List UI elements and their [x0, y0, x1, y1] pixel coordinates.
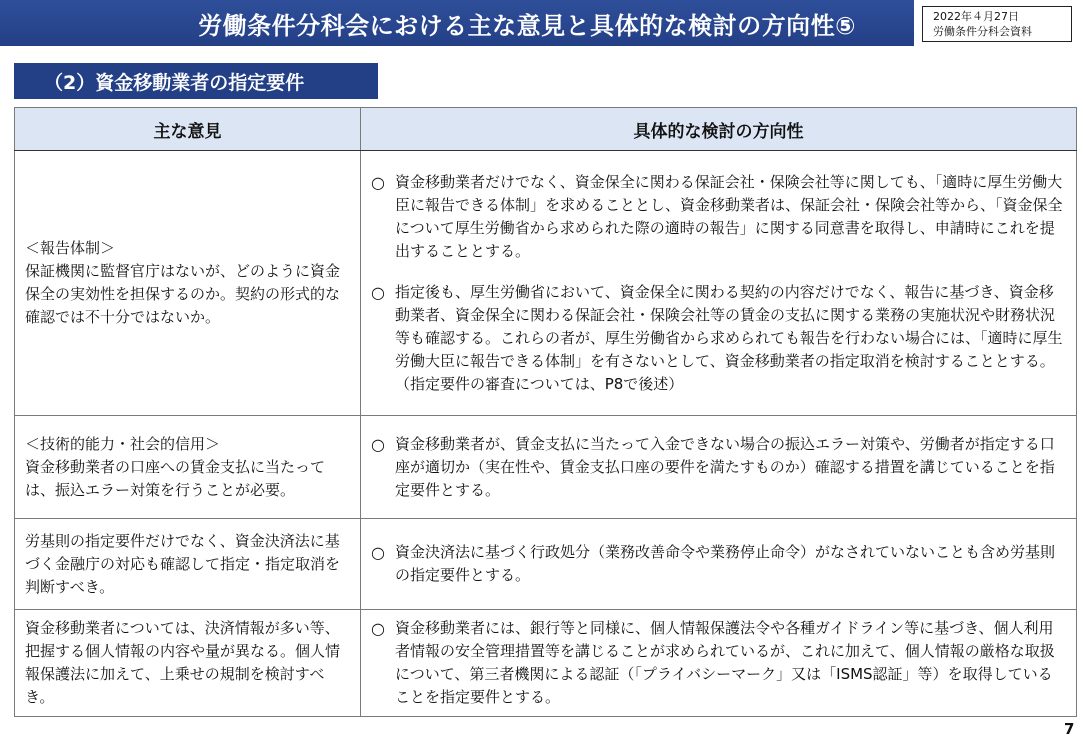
circle-bullet-icon: ○ — [371, 282, 385, 302]
circle-bullet-icon: ○ — [371, 172, 385, 192]
circle-bullet-icon: ○ — [371, 434, 385, 454]
section-title: （2）資金移動業者の指定要件 — [14, 63, 378, 99]
opinion-cell — [15, 151, 361, 416]
table-row — [15, 416, 1077, 519]
direction-cell — [361, 416, 1077, 519]
opinion-text: 資金移動業者の口座への賃金支払に当たっては、振込エラー対策を行うことが必要。 — [25, 457, 326, 499]
column-header-opinion: 主な意見 — [15, 108, 361, 151]
direction-item — [371, 617, 1066, 709]
direction-cell — [361, 610, 1077, 717]
opinion-text: 保証機関に監督官庁はないが、どのように資金保全の実効性を担保するのか。契約の形式的な確認では不十分ではないか。 — [25, 262, 341, 326]
direction-item — [371, 541, 1066, 587]
direction-item — [371, 433, 1066, 502]
table-row — [15, 610, 1077, 717]
opinion-text: 労基則の指定要件だけでなく、資金決済法に基づく金融庁の対応も確認して指定・指定取消を判断すべき。 — [25, 531, 341, 596]
direction-cell — [361, 151, 1077, 416]
opinion-heading: ＜報告体制＞ — [25, 239, 116, 257]
opinion-text: 資金移動業者については、決済情報が多い等、把握する個人情報の内容や量が異なる。個人情報保護法に加えて、上乗せの規制を検討すべき。 — [25, 619, 341, 706]
direction-item — [371, 281, 1066, 396]
table-header-row — [15, 108, 1077, 151]
circle-bullet-icon: ○ — [371, 543, 385, 562]
document-meta-box — [922, 6, 1072, 42]
opinion-cell — [15, 610, 361, 717]
direction-text: 資金決済法に基づく行政処分（業務改善命令や業務停止命令）がなされていないことも含め労基則の指定要件とする。 — [395, 543, 1056, 584]
direction-text: 指定後も、厚生労働省において、資金保全に関わる契約の内容だけでなく、報告に基づき、資金移動業者、資金保全に関わる保証会社・保険会社等の賃金の支払に関する業務の実施状況や財務状況等も確認する。これらの者が、厚生労働省から求められても報告を行わない場合には、「適時に厚生労働大臣に報告できる体制」を有さないとして、資金移動業者の指定取消を検討することとする。（指定要件の審査については、P8で後述） — [395, 282, 1063, 393]
table-row — [15, 519, 1077, 610]
document-source: 労働条件分科会資料 — [933, 25, 1032, 38]
direction-text: 資金移動業者には、銀行等と同様に、個人情報保護法令や各種ガイドライン等に基づき、個人利用者情報の安全管理措置等を講じることが求められているが、これに加えて、個人情報の厳格な取扱について、第三者機関による認証（「プライバシーマーク」又は「ISMS認証」等）を取得していることを指定要件とする。 — [395, 619, 1055, 706]
table-row — [15, 151, 1077, 416]
direction-cell — [361, 519, 1077, 610]
opinions-table — [14, 107, 1077, 717]
direction-text: 資金移動業者だけでなく、資金保全に関わる保証会社・保険会社等に関しても、「適時に厚生労働大臣に報告できる体制」を求めることとし、資金移動業者は、保証会社・保険会社等から、「資金保全について厚生労働省から求められた際の適時の報告」に関する同意書を取得し、申請時にこれを提出することとする。 — [395, 172, 1063, 260]
opinion-heading: ＜技術的能力・社会的信用＞ — [25, 434, 221, 453]
page-number: 7 — [1064, 720, 1075, 738]
direction-item — [371, 171, 1066, 263]
direction-text: 資金移動業者が、賃金支払に当たって入金できない場合の振込エラー対策や、労働者が指定する口座が適切か（実在性や、賃金支払口座の要件を満たすものか）確認する措置を講じていることを指定要件とする。 — [395, 434, 1055, 499]
page-title: 労働条件分科会における主な意見と具体的な検討の方向性⑤ — [198, 11, 856, 40]
opinion-cell — [15, 416, 361, 519]
circle-bullet-icon: ○ — [371, 619, 385, 638]
column-header-direction: 具体的な検討の方向性 — [361, 108, 1077, 151]
opinion-cell — [15, 519, 361, 610]
document-date: 2022年４月27日 — [933, 10, 1019, 23]
